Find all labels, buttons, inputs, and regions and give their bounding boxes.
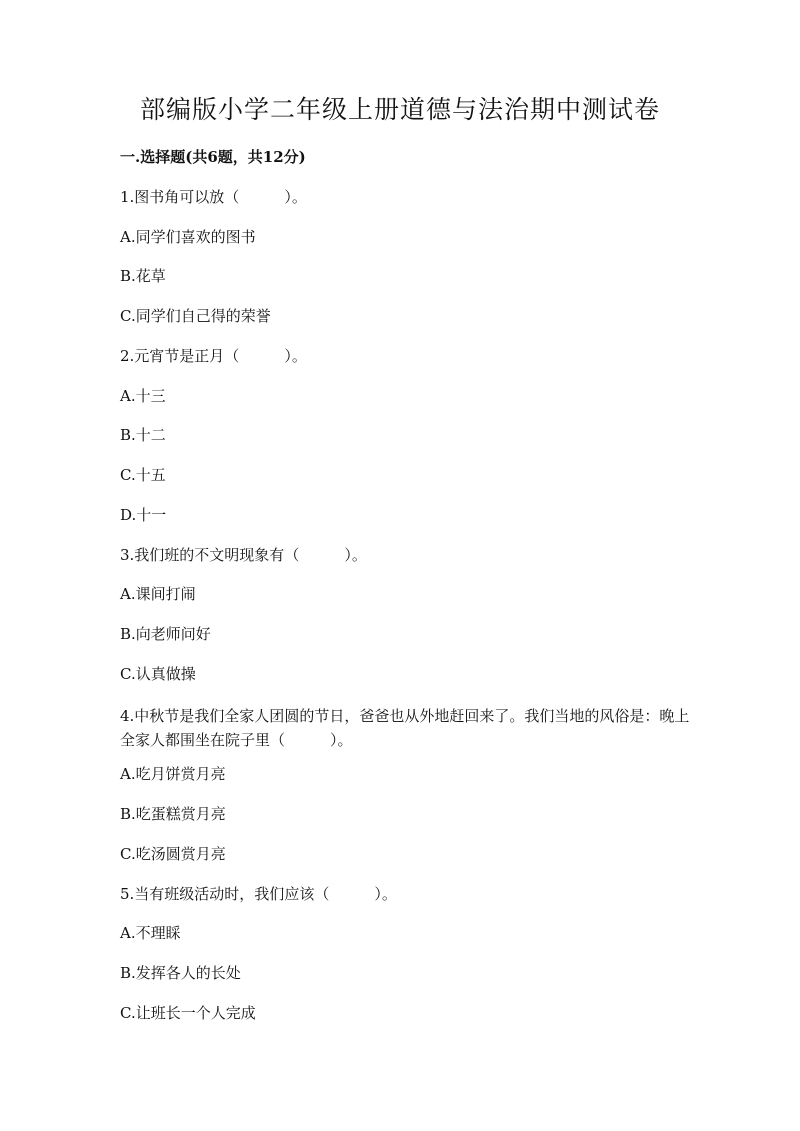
question-3-option-c: C.认真做操: [120, 665, 196, 683]
question-3-stem: 3.我们班的不文明现象有（ ）。: [120, 546, 367, 564]
question-1-option-c: C.同学们自己得的荣誉: [120, 307, 271, 325]
question-5-option-c: C.让班长一个人完成: [120, 1004, 256, 1022]
question-3-option-a: A.课间打闹: [120, 585, 196, 603]
question-1-stem: 1.图书角可以放（ ）。: [120, 188, 307, 206]
question-1-option-b: B.花草: [120, 267, 166, 285]
question-5-stem: 5.当有班级活动时，我们应该（ ）。: [120, 885, 397, 903]
question-2-stem: 2.元宵节是正月（ ）。: [120, 347, 307, 365]
question-2-option-b: B.十二: [120, 426, 166, 444]
question-5-option-a: A.不理睬: [120, 924, 181, 942]
page-title: 部编版小学二年级上册道德与法治期中测试卷: [139, 95, 660, 124]
question-4-option-c: C.吃汤圆赏月亮: [120, 845, 226, 863]
question-4-option-a: A.吃月饼赏月亮: [120, 765, 226, 783]
section-heading: 一.选择题(共6题，共12分): [120, 148, 306, 166]
question-4-stem: 4.中秋节是我们全家人团圆的节日，爸爸也从外地赶回来了。我们当地的风俗是：晚上全家人都围坐在院子里（ ）。: [120, 707, 690, 749]
question-2-option-d: D.十一: [120, 506, 167, 524]
question-2-option-a: A.十三: [120, 387, 166, 405]
question-1-option-a: A.同学们喜欢的图书: [120, 228, 256, 246]
question-4-option-b: B.吃蛋糕赏月亮: [120, 805, 226, 823]
question-3-option-b: B.向老师问好: [120, 625, 211, 643]
question-2-option-c: C.十五: [120, 466, 166, 484]
question-5-option-b: B.发挥各人的长处: [120, 964, 241, 982]
